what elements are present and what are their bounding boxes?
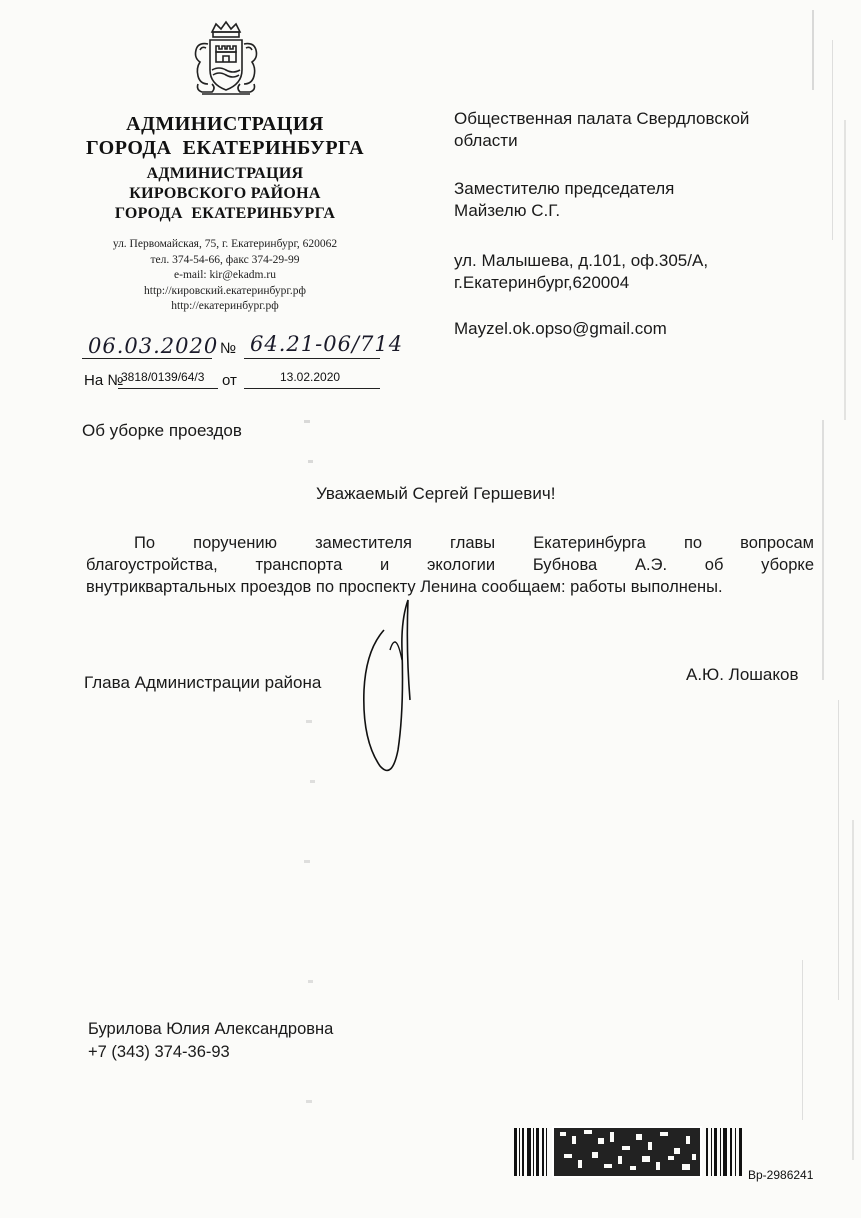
recipient-position: Заместителю председателя [454, 179, 675, 198]
recipient-org-line-2: области [454, 131, 518, 150]
subject: Об уборке проездов [82, 421, 242, 440]
dept-line-3: ГОРОДА ЕКАТЕРИНБУРГА [114, 205, 336, 222]
dept-header [70, 164, 380, 224]
signatory-title: Глава Администрации района [84, 673, 322, 692]
recipient-address-line-1: ул. Малышева, д.101, оф.305/А, [454, 251, 709, 270]
executor-name: Бурилова Юлия Александровна [88, 1020, 334, 1038]
body-line-1: По поручению заместителя главы Екатеринбурга по вопросам [134, 534, 814, 552]
dept-line-2: КИРОВСКОГО РАЙОНА [129, 185, 321, 202]
recipient-org [454, 108, 794, 152]
scan-noise-right [752, 0, 861, 1218]
ref-number: 3818/0139/64/3 [121, 370, 205, 384]
salutation: Уважаемый Сергей Гершевич! [316, 484, 556, 503]
ref-label: На № [84, 372, 124, 389]
outgoing-date: 06.03.2020 [88, 334, 219, 358]
recipient-name: Майзелю С.Г. [454, 201, 561, 220]
barcode-icon [514, 1126, 744, 1178]
scan-noise-center [300, 420, 330, 1200]
handwritten-signature-icon [356, 590, 436, 780]
datamatrix-block [554, 1128, 700, 1176]
org-line-1: АДМИНИСТРАЦИЯ [126, 113, 324, 135]
executor-phone: +7 (343) 374-36-93 [88, 1043, 230, 1061]
ref-date-underline [244, 388, 380, 389]
address-line: http://екатеринбург.рф [171, 300, 279, 312]
address-line: ул. Первомайская, 75, г. Екатеринбург, 620062 [112, 238, 338, 250]
address-line: тел. 374-54-66, факс 374-29-99 [150, 253, 300, 266]
ref-date: 13.02.2020 [280, 370, 341, 384]
recipient-org-line-1: Общественная палата Свердловской [454, 109, 750, 128]
ref-underline [118, 388, 218, 389]
address-line: http://кировский.екатеринбург.рф [144, 284, 306, 297]
recipient-email: Mayzel.ok.opso@gmail.com [454, 319, 667, 338]
recipient-address [454, 250, 794, 294]
recipient-person [454, 178, 794, 222]
org-line-2: ГОРОДА ЕКАТЕРИНБУРГА [85, 137, 365, 159]
sender-address [60, 237, 390, 315]
registration-code: Вр-2986241 [748, 1168, 814, 1182]
body-line-3: внутриквартальных проездов по проспекту Ленина сообщаем: работы выполнены. [86, 578, 723, 596]
body-paragraph [86, 532, 814, 598]
outgoing-number: 64.21-06/714 [250, 332, 404, 356]
number-label: № [220, 340, 237, 357]
coat-of-arms-icon [186, 18, 266, 100]
dept-line-1: АДМИНИСТРАЦИЯ [146, 165, 304, 182]
recipient-address-line-2: г.Екатеринбург,620004 [454, 273, 630, 292]
body-line-2: благоустройства, транспорта и экологии Бубнова А.Э. об уборке [86, 556, 814, 574]
org-header [70, 112, 380, 160]
address-line: e-mail: kir@ekadm.ru [174, 269, 276, 281]
from-label: от [222, 372, 237, 389]
signatory-name: А.Ю. Лошаков [686, 665, 799, 684]
number-underline [244, 358, 380, 359]
date-underline [82, 358, 212, 359]
